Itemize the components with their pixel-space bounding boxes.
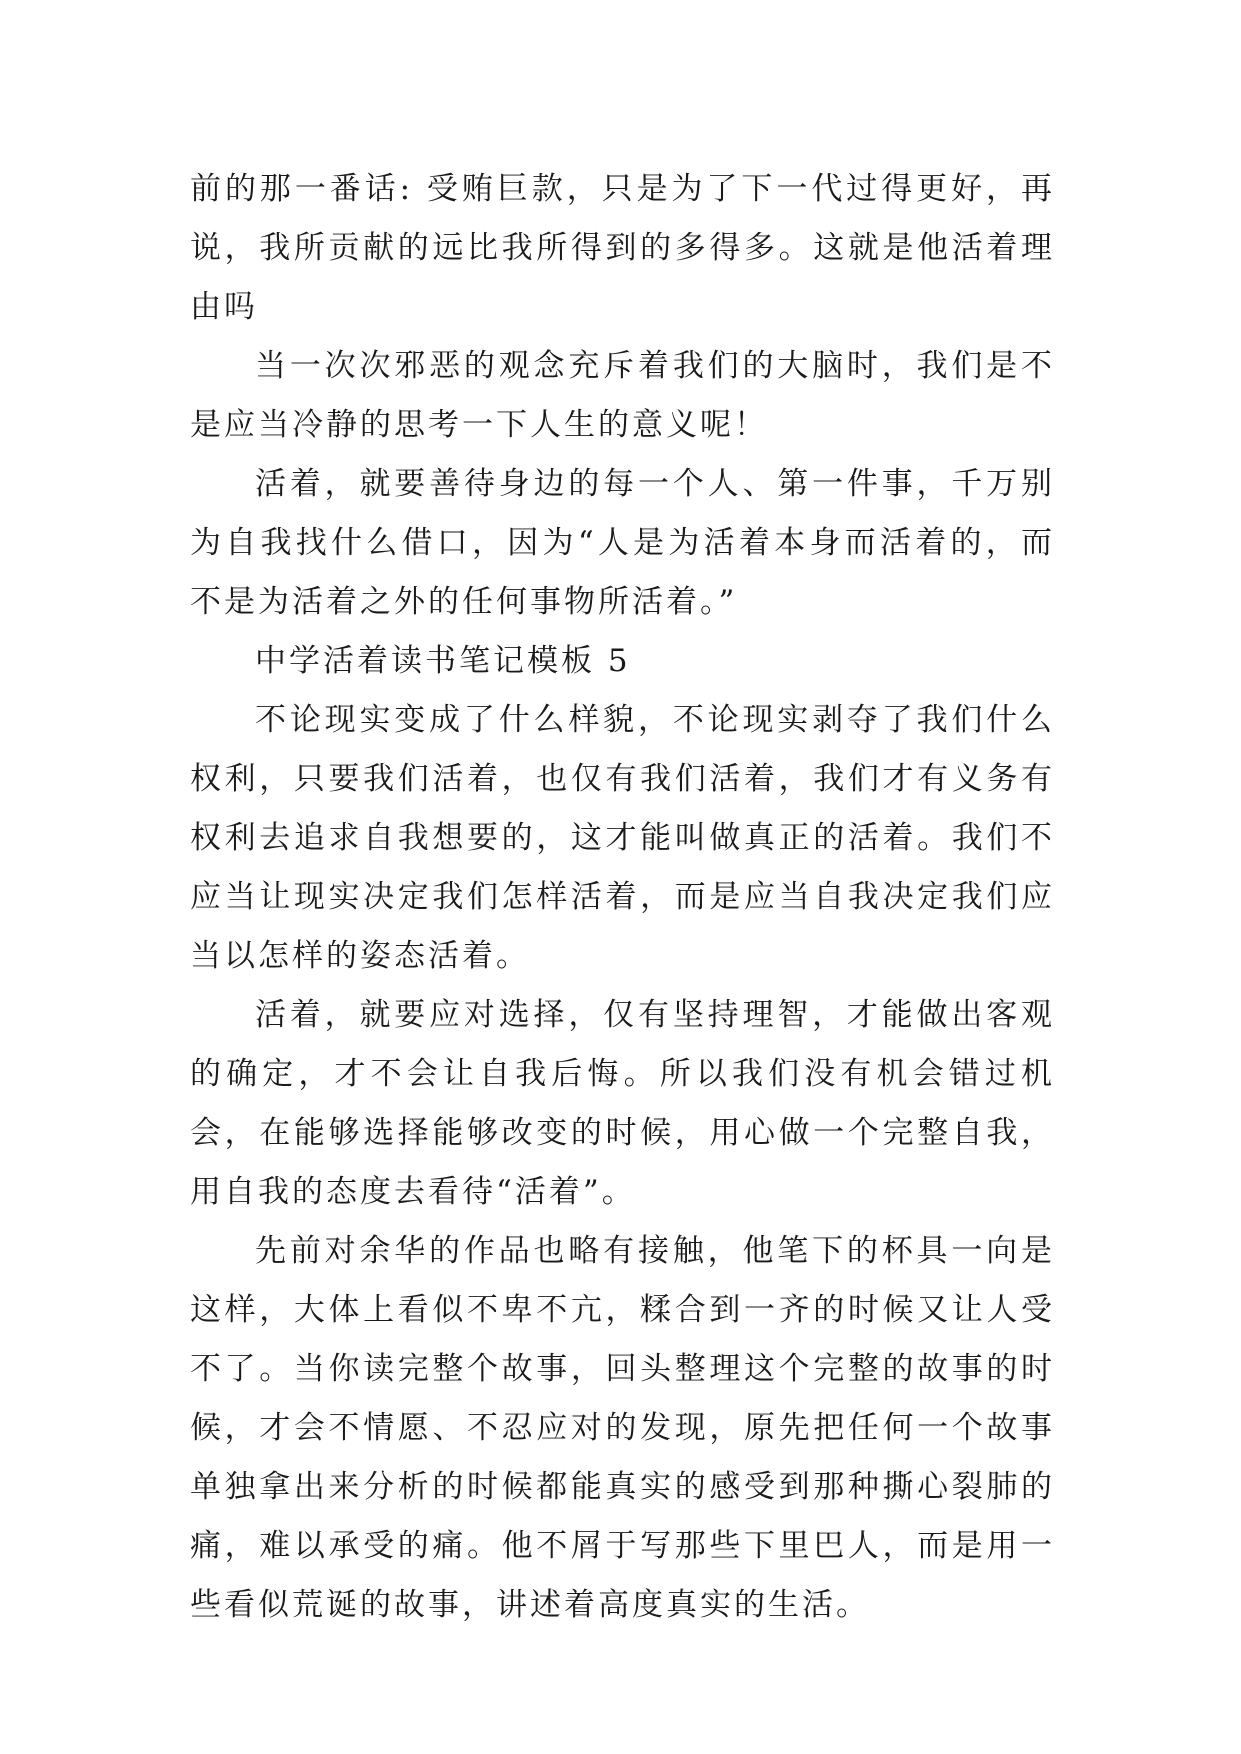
paragraph: 不论现实变成了什么样貌，不论现实剥夺了我们什么权利，只要我们活着，也仅有我们活着，我们才有义务有权利去追求自我想要的，这才能叫做真正的活着。我们不应当让现实决定我们怎样活着，而是应当自我决定我们应当以怎样的姿态活着。	[190, 702, 1055, 974]
section-heading: 中学活着读书笔记模板 5	[255, 643, 631, 679]
document-page	[190, 160, 1055, 1635]
paragraph: 活着，就要善待身边的每一个人、第一件事，千万别为自我找什么借口，因为“人是为活着本身而活着的，而不是为活着之外的任何事物所活着。”	[190, 466, 1055, 620]
paragraph-continuation: 前的那一番话: 受贿巨款，只是为了下一代过得更好，再说，我所贡献的远比我所得到的多得多。这就是他活着理由吗	[190, 171, 1055, 325]
paragraph: 活着，就要应对选择，仅有坚持理智，才能做出客观的确定，才不会让自我后悔。所以我们没有机会错过机会，在能够选择能够改变的时候，用心做一个完整自我，用自我的态度去看待“活着”。	[190, 997, 1055, 1210]
paragraph: 先前对余华的作品也略有接触，他笔下的杯具一向是这样，大体上看似不卑不亢，糅合到一齐的时候又让人受不了。当你读完整个故事，回头整理这个完整的故事的时候，才会不情愿、不忍应对的发现，原先把任何一个故事单独拿出来分析的时候都能真实的感受到那种撕心裂肺的痛，难以承受的痛。他不屑于写那些下里巴人，而是用一些看似荒诞的故事，讲述着高度真实的生活。	[190, 1233, 1055, 1623]
paragraph: 当一次次邪恶的观念充斥着我们的大脑时，我们是不是应当冷静的思考一下人生的意义呢！	[190, 348, 1055, 443]
